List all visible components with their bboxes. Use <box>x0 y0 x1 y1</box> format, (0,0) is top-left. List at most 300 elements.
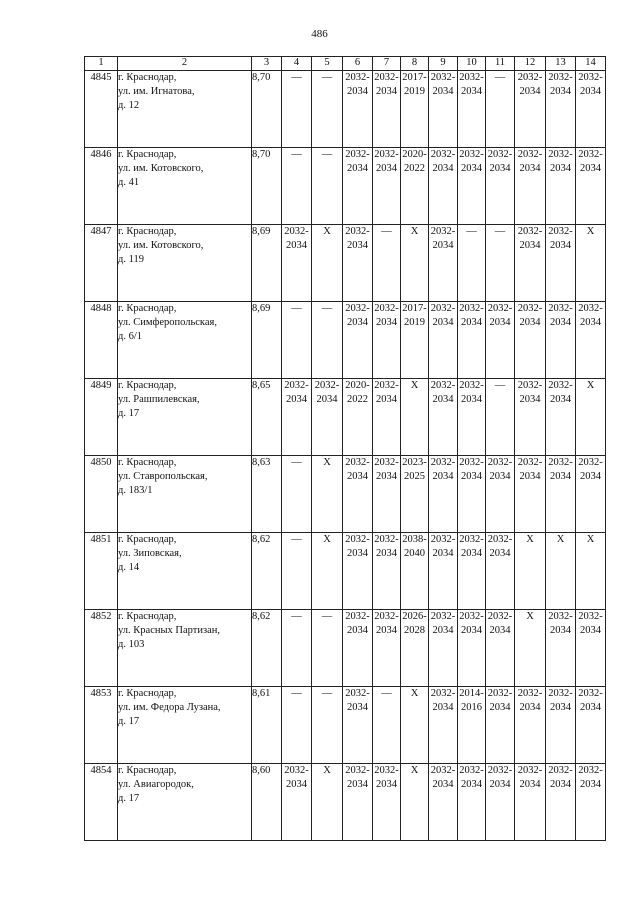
period-cell <box>343 610 373 687</box>
period-cell <box>576 302 606 379</box>
period-end: 2034 <box>461 86 482 97</box>
period-cell: — <box>458 225 486 302</box>
period-end: 2034 <box>550 702 571 713</box>
period-start: 2032- <box>548 303 573 314</box>
table-row <box>85 148 606 225</box>
index-value: 8,62 <box>252 533 282 610</box>
period-cell <box>546 148 576 225</box>
period-end: 2034 <box>519 702 541 713</box>
period-start: 2032- <box>345 457 370 468</box>
period-cell: — <box>486 225 515 302</box>
record-number: 4847 <box>85 225 118 302</box>
period-cell: — <box>282 148 312 225</box>
period-start: 2032- <box>517 457 543 468</box>
period-start: 2032- <box>345 226 370 237</box>
period-cell <box>401 302 429 379</box>
period-start: 2032- <box>430 457 456 468</box>
table-row <box>85 302 606 379</box>
period-cell <box>343 379 373 456</box>
record-number: 4849 <box>85 379 118 456</box>
address-line: ул. им. Федора Лузана, <box>118 702 221 713</box>
address-line: ул. им. Игнатова, <box>118 86 195 97</box>
period-start: 2032- <box>345 534 370 545</box>
period-cell <box>576 456 606 533</box>
period-end: 2034 <box>376 625 397 636</box>
index-value: 8,70 <box>252 71 282 148</box>
period-start: 2032- <box>517 303 543 314</box>
address-line: ул. Ставропольская, <box>118 471 208 482</box>
period-cell: — <box>486 71 515 148</box>
period-end: 2019 <box>404 317 425 328</box>
period-cell <box>401 148 429 225</box>
period-cell <box>401 533 429 610</box>
period-start: 2032- <box>578 303 603 314</box>
period-start: 2032- <box>430 226 456 237</box>
address-line: д. 12 <box>118 100 140 111</box>
address-cell <box>118 610 252 687</box>
period-end: 2034 <box>432 394 454 405</box>
period-cell <box>458 533 486 610</box>
period-start: 2032- <box>345 611 370 622</box>
period-cell: X <box>576 533 606 610</box>
period-start: 2032- <box>459 149 484 160</box>
address-line: д. 14 <box>118 562 140 573</box>
column-header: 10 <box>458 57 486 71</box>
period-end: 2034 <box>461 471 482 482</box>
period-start: 2032- <box>487 457 513 468</box>
period-cell <box>458 456 486 533</box>
period-cell <box>401 456 429 533</box>
period-cell <box>458 302 486 379</box>
period-start: 2032- <box>430 72 456 83</box>
address-cell <box>118 71 252 148</box>
period-cell <box>429 148 458 225</box>
address-line: д. 17 <box>118 408 140 419</box>
period-end: 2034 <box>489 317 511 328</box>
period-cell <box>373 456 401 533</box>
period-end: 2034 <box>376 394 397 405</box>
address-line: д. 119 <box>118 254 144 265</box>
period-end: 2034 <box>286 779 307 790</box>
address-line: ул. Красных Партизан, <box>118 625 221 636</box>
period-cell <box>515 687 546 764</box>
period-start: 2032- <box>374 765 399 776</box>
address-line: г. Краснодар, <box>118 611 177 622</box>
period-start: 2032- <box>517 149 543 160</box>
table-row <box>85 533 606 610</box>
period-cell: — <box>486 379 515 456</box>
period-cell: X <box>312 456 343 533</box>
address-line: г. Краснодар, <box>118 688 177 699</box>
period-cell <box>515 764 546 841</box>
period-start: 2032- <box>517 226 543 237</box>
period-start: 2032- <box>487 688 513 699</box>
address-line: д. 17 <box>118 793 140 804</box>
period-start: 2032- <box>459 765 484 776</box>
period-start: 2032- <box>548 457 573 468</box>
period-end: 2034 <box>550 240 571 251</box>
table-row <box>85 687 606 764</box>
period-start: 2032- <box>548 226 573 237</box>
address-cell <box>118 687 252 764</box>
period-end: 2034 <box>519 317 541 328</box>
period-cell <box>486 456 515 533</box>
period-cell <box>515 225 546 302</box>
address-line: д. 103 <box>118 639 145 650</box>
period-end: 2034 <box>347 471 368 482</box>
period-start: 2020- <box>345 380 370 391</box>
period-cell <box>343 302 373 379</box>
period-start: 2032- <box>548 380 573 391</box>
period-cell <box>546 71 576 148</box>
address-cell <box>118 148 252 225</box>
address-line: ул. Симферопольская, <box>118 317 217 328</box>
period-end: 2034 <box>519 471 541 482</box>
period-end: 2034 <box>550 625 571 636</box>
period-start: 2032- <box>517 688 543 699</box>
period-end: 2034 <box>432 86 454 97</box>
period-start: 2032- <box>517 380 543 391</box>
record-number: 4846 <box>85 148 118 225</box>
period-start: 2032- <box>345 149 370 160</box>
period-start: 2032- <box>314 380 340 391</box>
period-cell: — <box>312 610 343 687</box>
address-line: д. 41 <box>118 177 140 188</box>
period-start: 2032- <box>374 380 399 391</box>
period-cell <box>373 610 401 687</box>
address-line: г. Краснодар, <box>118 534 177 545</box>
period-start: 2032- <box>487 765 513 776</box>
address-cell <box>118 764 252 841</box>
period-cell: — <box>312 71 343 148</box>
period-end: 2034 <box>580 625 601 636</box>
period-end: 2034 <box>347 779 368 790</box>
period-end: 2034 <box>461 625 482 636</box>
address-line: г. Краснодар, <box>118 457 177 468</box>
address-line: ул. Авиагородок, <box>118 779 194 790</box>
address-cell <box>118 533 252 610</box>
column-header: 8 <box>401 57 429 71</box>
record-number: 4851 <box>85 533 118 610</box>
period-cell <box>458 148 486 225</box>
address-line: ул. им. Котовского, <box>118 240 204 251</box>
period-end: 2034 <box>376 317 397 328</box>
period-cell <box>486 302 515 379</box>
address-cell <box>118 302 252 379</box>
period-cell <box>343 687 373 764</box>
address-line: г. Краснодар, <box>118 380 177 391</box>
record-number: 4845 <box>85 71 118 148</box>
period-start: 2017- <box>402 72 427 83</box>
period-start: 2032- <box>430 611 456 622</box>
period-start: 2032- <box>345 765 370 776</box>
period-cell <box>429 764 458 841</box>
period-start: 2017- <box>402 303 427 314</box>
period-start: 2032- <box>578 72 603 83</box>
period-cell: — <box>312 302 343 379</box>
period-end: 2034 <box>347 163 368 174</box>
period-end: 2034 <box>580 317 601 328</box>
address-line: ул. Рашпилевская, <box>118 394 200 405</box>
period-cell: — <box>282 533 312 610</box>
period-cell: X <box>312 533 343 610</box>
table-body <box>85 71 606 841</box>
period-start: 2032- <box>548 72 573 83</box>
period-cell: X <box>401 764 429 841</box>
period-end: 2034 <box>580 163 601 174</box>
period-start: 2032- <box>517 765 543 776</box>
period-start: 2032- <box>578 688 603 699</box>
period-cell: — <box>312 148 343 225</box>
period-end: 2034 <box>461 163 482 174</box>
period-cell <box>486 687 515 764</box>
period-cell <box>546 764 576 841</box>
period-start: 2032- <box>345 688 370 699</box>
record-number: 4854 <box>85 764 118 841</box>
period-end: 2034 <box>519 394 541 405</box>
period-end: 2028 <box>404 625 425 636</box>
period-end: 2034 <box>376 86 397 97</box>
period-cell <box>312 379 343 456</box>
period-cell <box>546 456 576 533</box>
period-end: 2034 <box>432 779 454 790</box>
period-end: 2034 <box>550 471 571 482</box>
period-end: 2034 <box>519 779 541 790</box>
address-cell <box>118 456 252 533</box>
period-end: 2034 <box>489 471 511 482</box>
period-end: 2034 <box>461 317 482 328</box>
period-cell: X <box>546 533 576 610</box>
period-start: 2032- <box>459 303 484 314</box>
period-cell <box>546 687 576 764</box>
period-end: 2022 <box>404 163 425 174</box>
period-end: 2034 <box>432 702 454 713</box>
period-cell <box>429 456 458 533</box>
period-cell <box>515 148 546 225</box>
header-row <box>85 57 606 71</box>
period-cell <box>429 379 458 456</box>
period-end: 2034 <box>347 240 368 251</box>
period-cell <box>343 71 373 148</box>
address-line: г. Краснодар, <box>118 149 177 160</box>
period-end: 2040 <box>404 548 425 559</box>
period-end: 2034 <box>432 240 454 251</box>
period-cell <box>458 687 486 764</box>
period-end: 2034 <box>432 471 454 482</box>
period-start: 2032- <box>578 765 603 776</box>
period-end: 2034 <box>376 548 397 559</box>
period-cell <box>576 687 606 764</box>
period-end: 2034 <box>347 548 368 559</box>
period-cell <box>373 302 401 379</box>
period-end: 2034 <box>519 163 541 174</box>
period-start: 2020- <box>402 149 427 160</box>
period-end: 2034 <box>316 394 338 405</box>
period-cell: X <box>515 533 546 610</box>
table-row <box>85 379 606 456</box>
period-cell <box>546 379 576 456</box>
period-end: 2034 <box>376 163 397 174</box>
period-start: 2032- <box>517 72 543 83</box>
index-value: 8,70 <box>252 148 282 225</box>
table-row <box>85 225 606 302</box>
period-start: 2026- <box>402 611 427 622</box>
period-start: 2032- <box>487 534 513 545</box>
period-start: 2032- <box>430 688 456 699</box>
period-cell: X <box>401 379 429 456</box>
period-start: 2032- <box>374 303 399 314</box>
column-header: 6 <box>343 57 373 71</box>
period-end: 2034 <box>580 779 601 790</box>
period-cell <box>373 71 401 148</box>
period-cell <box>429 225 458 302</box>
period-start: 2032- <box>345 72 370 83</box>
period-end: 2016 <box>461 702 482 713</box>
period-end: 2034 <box>376 779 397 790</box>
column-header: 3 <box>252 57 282 71</box>
period-cell <box>486 610 515 687</box>
record-number: 4852 <box>85 610 118 687</box>
period-cell: X <box>312 225 343 302</box>
period-end: 2034 <box>432 625 454 636</box>
period-start: 2032- <box>459 611 484 622</box>
period-start: 2032- <box>578 149 603 160</box>
period-cell: — <box>373 687 401 764</box>
period-end: 2034 <box>489 702 511 713</box>
period-cell <box>546 225 576 302</box>
period-cell <box>343 148 373 225</box>
period-start: 2032- <box>374 149 399 160</box>
index-value: 8,63 <box>252 456 282 533</box>
period-cell <box>343 225 373 302</box>
period-cell: X <box>576 379 606 456</box>
period-cell: X <box>312 764 343 841</box>
record-number: 4853 <box>85 687 118 764</box>
record-number: 4848 <box>85 302 118 379</box>
address-line: д. 6/1 <box>118 331 143 342</box>
table-row <box>85 456 606 533</box>
table-row <box>85 610 606 687</box>
address-line: г. Краснодар, <box>118 226 177 237</box>
period-end: 2034 <box>461 548 482 559</box>
period-cell <box>429 610 458 687</box>
period-start: 2032- <box>459 72 484 83</box>
period-start: 2032- <box>548 765 573 776</box>
period-start: 2032- <box>345 303 370 314</box>
table-row <box>85 71 606 148</box>
period-start: 2032- <box>487 149 513 160</box>
period-end: 2034 <box>376 471 397 482</box>
address-cell <box>118 379 252 456</box>
address-line: д. 183/1 <box>118 485 153 496</box>
period-start: 2032- <box>578 611 603 622</box>
period-start: 2032- <box>548 611 573 622</box>
period-end: 2034 <box>519 86 541 97</box>
period-cell <box>343 456 373 533</box>
period-cell <box>515 379 546 456</box>
index-value: 8,69 <box>252 225 282 302</box>
column-header: 2 <box>118 57 252 71</box>
period-end: 2034 <box>550 317 571 328</box>
period-end: 2034 <box>489 163 511 174</box>
period-cell <box>429 302 458 379</box>
period-cell <box>576 71 606 148</box>
period-cell <box>576 610 606 687</box>
column-header: 5 <box>312 57 343 71</box>
period-cell <box>282 764 312 841</box>
index-value: 8,61 <box>252 687 282 764</box>
period-end: 2034 <box>432 548 454 559</box>
period-cell <box>576 764 606 841</box>
period-cell <box>429 71 458 148</box>
period-end: 2034 <box>489 779 511 790</box>
period-start: 2032- <box>459 534 484 545</box>
period-cell <box>458 71 486 148</box>
period-start: 2032- <box>430 149 456 160</box>
column-header: 1 <box>85 57 118 71</box>
column-header: 14 <box>576 57 606 71</box>
period-cell <box>515 302 546 379</box>
period-cell <box>458 764 486 841</box>
period-cell: — <box>312 687 343 764</box>
period-start: 2032- <box>374 457 399 468</box>
period-cell: — <box>373 225 401 302</box>
period-cell <box>546 610 576 687</box>
period-end: 2034 <box>550 86 571 97</box>
period-cell <box>458 379 486 456</box>
period-cell <box>486 533 515 610</box>
period-end: 2025 <box>404 471 425 482</box>
address-line: д. 17 <box>118 716 140 727</box>
address-line: г. Краснодар, <box>118 72 177 83</box>
period-cell <box>458 610 486 687</box>
period-end: 2034 <box>286 394 307 405</box>
index-value: 8,69 <box>252 302 282 379</box>
period-end: 2034 <box>286 240 307 251</box>
period-end: 2034 <box>580 471 601 482</box>
address-line: г. Краснодар, <box>118 303 177 314</box>
period-cell <box>373 533 401 610</box>
period-end: 2034 <box>489 548 511 559</box>
period-cell <box>373 764 401 841</box>
period-start: 2032- <box>284 765 309 776</box>
period-end: 2034 <box>550 779 571 790</box>
period-start: 2038- <box>402 534 427 545</box>
period-cell <box>486 764 515 841</box>
period-end: 2034 <box>347 86 368 97</box>
period-start: 2032- <box>284 380 309 391</box>
table-row <box>85 764 606 841</box>
address-line: ул. им. Котовского, <box>118 163 204 174</box>
period-cell <box>373 379 401 456</box>
period-cell <box>401 610 429 687</box>
period-start: 2032- <box>374 72 399 83</box>
period-cell <box>343 764 373 841</box>
period-start: 2032- <box>548 149 573 160</box>
address-line: ул. Зиповская, <box>118 548 182 559</box>
period-cell: X <box>401 225 429 302</box>
period-end: 2034 <box>519 240 541 251</box>
period-start: 2032- <box>487 303 513 314</box>
period-cell: X <box>401 687 429 764</box>
period-cell: — <box>282 687 312 764</box>
period-end: 2022 <box>347 394 368 405</box>
column-header: 12 <box>515 57 546 71</box>
period-end: 2034 <box>432 317 454 328</box>
period-start: 2032- <box>487 611 513 622</box>
column-header: 13 <box>546 57 576 71</box>
period-end: 2034 <box>347 702 368 713</box>
